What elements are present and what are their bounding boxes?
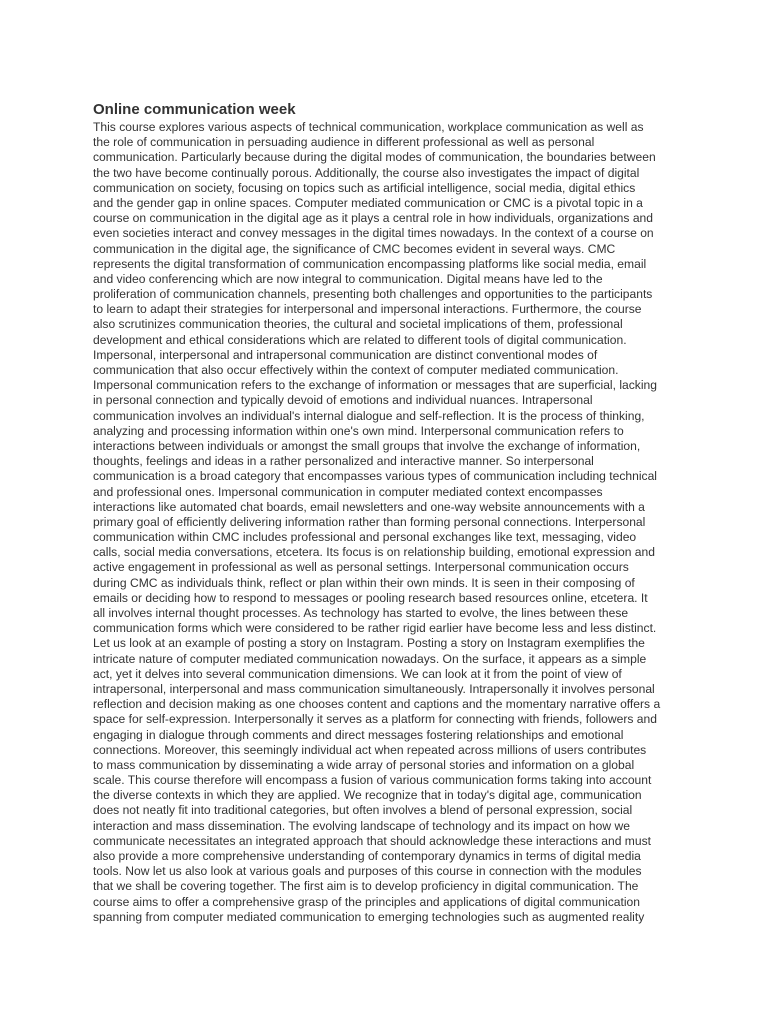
body-text-line: Let us look at an example of posting a story on Instagram. Posting a story on Instagram exemplifies the <box>93 636 645 651</box>
body-text-line: communication is a broad category that encompasses various types of communication including technical <box>93 469 657 484</box>
body-text-line: act, yet it delves into several communication dimensions. We can look at it from the point of view of <box>93 666 622 681</box>
body-text-line: communication forms which were considered to be rather rigid earlier have become less and less distinct. <box>93 621 657 636</box>
body-text-line: communication involves an individual's internal dialogue and self-reflection. It is the process of thinking, <box>93 408 645 423</box>
body-text-line: communicate necessitates an integrated approach that should acknowledge these interactions and must <box>93 833 651 848</box>
body-text-line: communication that also occur effectively within the context of computer mediated communication. <box>93 363 619 377</box>
body-text-line: also scrutinizes communication theories, the cultural and societal implications of them, professional <box>93 317 623 332</box>
body-text-line: does not neatly fit into traditional categories, but often involves a blend of personal expression, social <box>93 803 633 818</box>
body-text-line: and professional ones. Impersonal communication in computer mediated context encompasses <box>93 484 603 499</box>
body-text-line: all involves internal thought processes. As technology has started to evolve, the lines between these <box>93 606 629 620</box>
body-text-line: the diverse contexts in which they are applied. We recognize that in today's digital age, communication <box>93 788 642 803</box>
body-text-line: communication on society, focusing on topics such as artificial intelligence, social media, digital ethics <box>93 180 636 195</box>
body-text-line: intrapersonal, interpersonal and mass communication simultaneously. Intrapersonally it involves personal <box>93 681 655 696</box>
body-text-line: interaction and mass dissemination. The evolving landscape of technology and its impact on how we <box>93 818 630 833</box>
body-text-line: to learn to adapt their strategies for interpersonal and impersonal interactions. Furthermore, the course <box>93 302 642 317</box>
body-text-line: communication. Particularly because during the digital modes of communication, the boundaries between <box>93 150 656 165</box>
body-text-line: that we shall be covering together. The first aim is to develop proficiency in digital communication. The <box>93 879 639 894</box>
body-text-line: and video conferencing which are now integral to communication. Digital means have led to the <box>93 271 603 286</box>
body-text-line: scale. This course therefore will encompass a fusion of various communication forms taking into account <box>93 773 652 788</box>
body-text-line: primary goal of efficiently delivering information rather than forming personal connections. Interpersonal <box>93 514 646 529</box>
body-text-line: in personal connection and typically devoid of emotions and individual nuances. Intrapersonal <box>93 393 593 408</box>
document-page <box>93 100 683 925</box>
body-text-line: emails or deciding how to respond to messages or pooling research based resources online, etcetera. It <box>93 590 648 605</box>
body-text-line: spanning from computer mediated communication to emerging technologies such as augmented reality <box>93 909 645 924</box>
body-text-line: and the gender gap in online spaces. Computer mediated communication or CMC is a pivotal topic in a <box>93 195 643 210</box>
body-text-line: intricate nature of computer mediated communication nowadays. On the surface, it appears as a simple <box>93 651 647 666</box>
body-text-line: the two have become continually porous. Additionally, the course also investigates the impact of digital <box>93 165 640 180</box>
body-text-line: course aims to offer a comprehensive grasp of the principles and applications of digital communication <box>93 894 640 909</box>
body-text-line: tools. Now let us also look at various goals and purposes of this course in connection with the modules <box>93 864 642 879</box>
body-text-line: also provide a more comprehensive understanding of contemporary dynamics in terms of digital media <box>93 849 641 863</box>
body-text-line: course on communication in the digital age as it plays a central role in how individuals, organizations and <box>93 211 653 226</box>
body-text-line: This course explores various aspects of technical communication, workplace communication as well as <box>93 120 644 134</box>
body-text-line: represents the digital transformation of communication encompassing platforms like social media, email <box>93 256 647 271</box>
body-text-line: communication in the digital age, the significance of CMC becomes evident in several ways. CMC <box>93 241 616 256</box>
body-text-line: communication within CMC includes professional and personal exchanges like text, messaging, video <box>93 530 637 545</box>
body-text-line: analyzing and processing information within one's own mind. Interpersonal communication refers to <box>93 423 624 438</box>
body-text-line: interactions like automated chat boards, email newsletters and one-way website announcements with a <box>93 499 645 514</box>
body-text-line: proliferation of communication channels, presenting both challenges and opportunities to the participants <box>93 287 653 302</box>
body-text-line: calls, social media conversations, etcetera. Its focus is on relationship building, emotional expression and <box>93 545 655 560</box>
document-body <box>93 120 683 925</box>
body-text-line: during CMC as individuals think, reflect or plan within their own minds. It is seen in their composing of <box>93 575 635 590</box>
body-text-line: active engagement in professional as well as personal settings. Interpersonal communication occurs <box>93 560 629 575</box>
body-text-line: connections. Moreover, this seemingly individual act when repeated across millions of users contributes <box>93 742 647 757</box>
body-text-line: thoughts, feelings and ideas in a rather personalized and interactive manner. So interpersonal <box>93 454 594 469</box>
body-text-line: the role of communication in persuading audience in different professional as well as personal <box>93 135 595 150</box>
body-text-line: to mass communication by disseminating a wide array of personal stories and information on a global <box>93 757 635 772</box>
body-text-line: Impersonal, interpersonal and intrapersonal communication are distinct conventional modes of <box>93 347 598 362</box>
body-text-line: Impersonal communication refers to the exchange of information or messages that are superficial, lacking <box>93 378 657 393</box>
body-text-line: space for self-expression. Interpersonally it serves as a platform for connecting with friends, followers and <box>93 712 657 727</box>
body-text-line: reflection and decision making as one chooses content and captions and the momentary narrative offers a <box>93 697 661 712</box>
document-title: Online communication week <box>93 101 296 118</box>
body-text-line: even societies interact and convey messages in the digital times nowadays. In the context of a course on <box>93 226 654 241</box>
body-text-line: engaging in dialogue through comments and direct messages fostering relationships and emotional <box>93 727 624 742</box>
body-text-line: development and ethical considerations which are related to different tools of digital communication. <box>93 332 627 347</box>
body-text-line: interactions between individuals or amongst the small groups that involve the exchange of information, <box>93 438 641 453</box>
